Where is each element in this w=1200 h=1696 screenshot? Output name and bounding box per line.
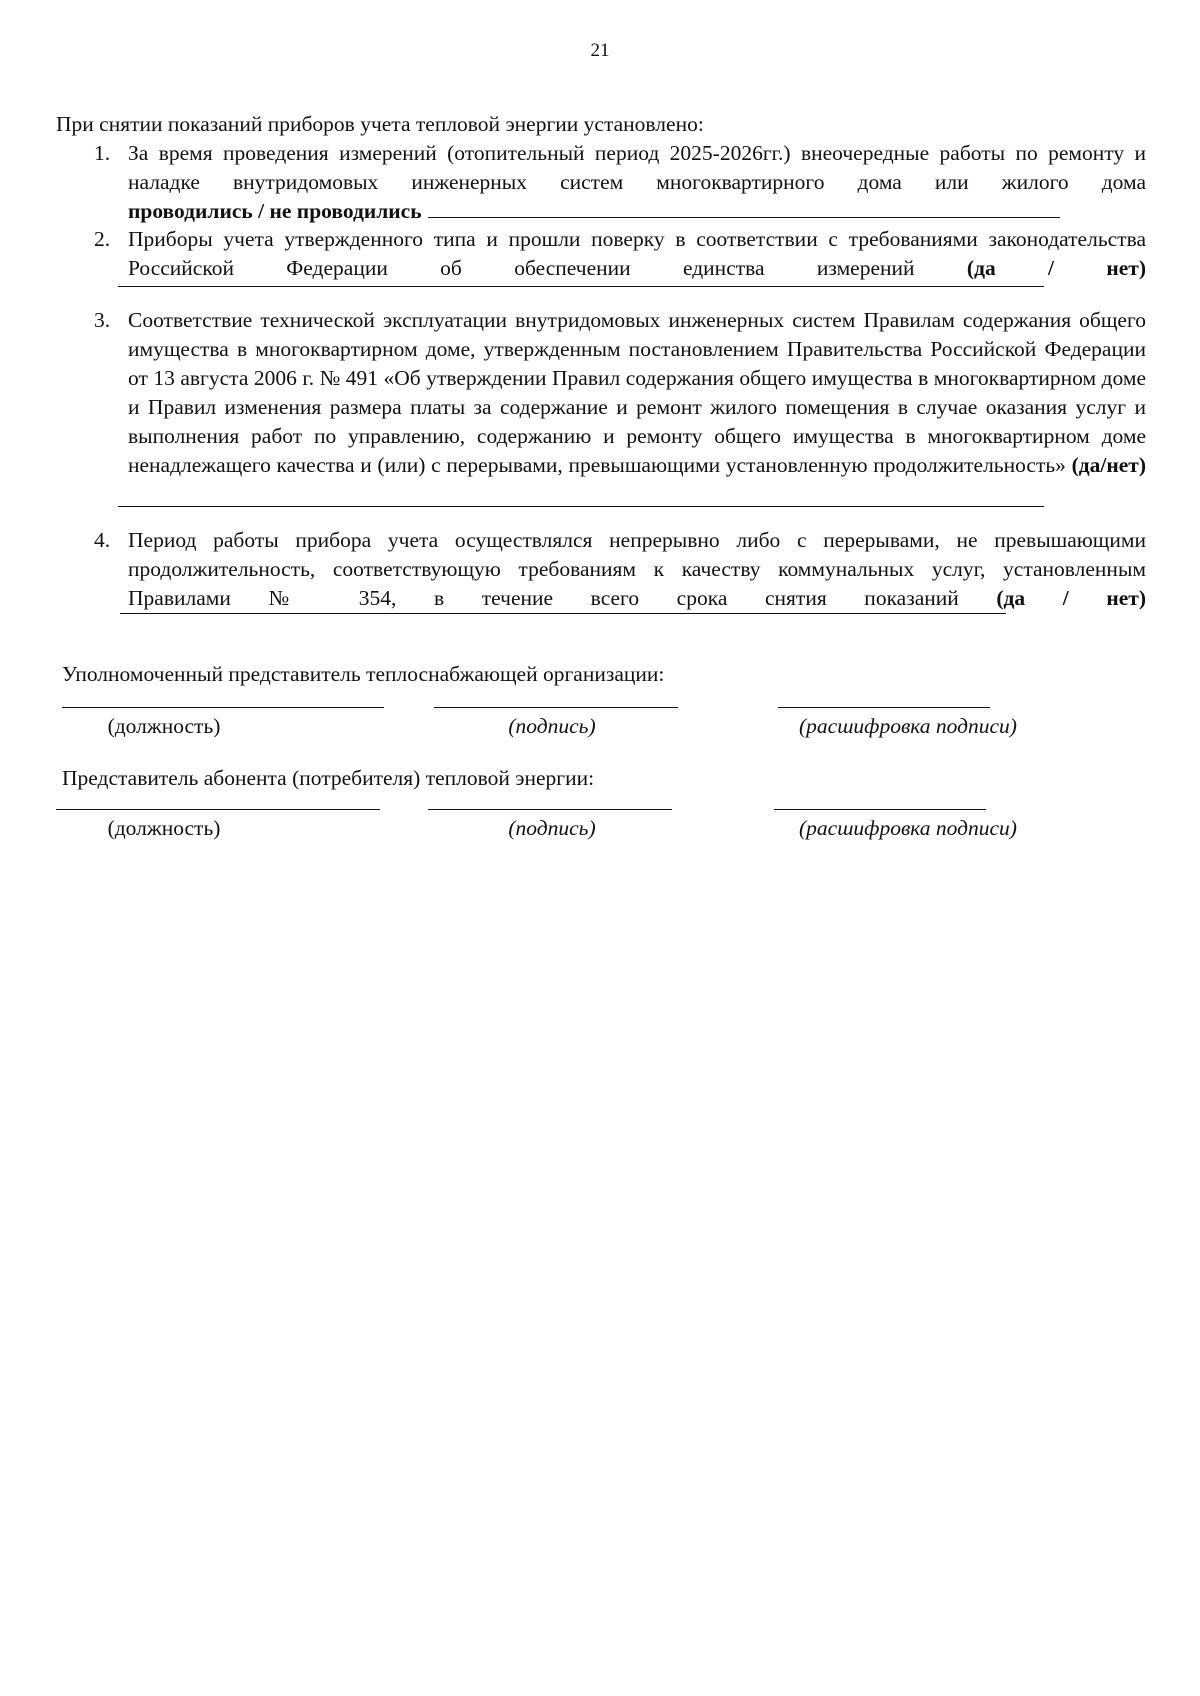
consumer-signature-line[interactable]: [428, 809, 672, 810]
item-text: Период работы прибора учета осуществлялся непрерывно либо с перерывами, не превышающими продолжительность, соответствующую требованиям к качеству коммунальных услуг, установленным Правилами № 354, в течение всего срока снятия показаний: [128, 528, 1146, 610]
item-answer-options: (да/нет): [1071, 453, 1147, 477]
list-item-2: [94, 225, 1146, 283]
list-item-3: [94, 306, 1146, 480]
consumer-position-caption: (должность): [107, 816, 221, 840]
item-number: 2.: [94, 227, 111, 251]
consumer-representative-heading: Представитель абонента (потребителя) тепловой энергии:: [62, 766, 595, 790]
consumer-name-line[interactable]: [774, 809, 986, 810]
item-text: Соответствие технической эксплуатации внутридомовых инженерных систем Правилам содержания общего имущества в многоквартирном доме, утвержденным постановлением Правительства Российской Федерации от 13 августа 2006 г. № 491 «Об утверждении Правил содержания общего имущества в многоквартирном доме и Правил изменения размера платы за содержание и ремонт жилого помещения в случае оказания услуг и выполнения работ по управлению, содержанию и ремонту общего имущества в многоквартирном доме ненадлежащего качества и (или) с перерывами, превышающими установленную продолжительность»: [128, 308, 1146, 477]
consumer-name-caption: (расшифровка подписи): [799, 816, 1017, 840]
answer-line-4[interactable]: [120, 613, 1006, 614]
supplier-signature-line[interactable]: [434, 707, 678, 708]
item-number: 3.: [94, 308, 111, 332]
answer-fill-line[interactable]: [428, 197, 1060, 218]
item-number: 4.: [94, 528, 111, 552]
item-answer-options: проводились / не проводились: [128, 199, 422, 223]
consumer-signature-caption: (подпись): [508, 816, 596, 840]
answer-line-2[interactable]: [118, 286, 1044, 287]
item-number: 1.: [94, 141, 111, 165]
supplier-name-caption: (расшифровка подписи): [799, 714, 1017, 738]
item-text: За время проведения измерений (отопительный период 2025-2026гг.) внеочередные работы по ремонту и наладке внутридомовых инженерных систем многоквартирного дома или жилого дома: [128, 141, 1146, 194]
supplier-position-line[interactable]: [62, 707, 384, 708]
supplier-signature-caption: (подпись): [508, 714, 596, 738]
consumer-position-line[interactable]: [56, 809, 380, 810]
list-item-1: [94, 139, 1146, 226]
supplier-name-line[interactable]: [778, 707, 990, 708]
item-answer-options: (да / нет): [996, 586, 1146, 610]
answer-line-3[interactable]: [118, 506, 1044, 507]
supplier-representative-heading: Уполномоченный представитель теплоснабжающей организации:: [62, 662, 665, 686]
page-number: 21: [590, 40, 610, 61]
item-text: Приборы учета утвержденного типа и прошли поверку в соответствии с требованиями законодательства Российской Федерации об обеспечении единства измерений: [128, 227, 1146, 280]
supplier-position-caption: (должность): [107, 714, 221, 738]
list-item-4: [94, 526, 1146, 613]
intro-text: При снятии показаний приборов учета тепловой энергии установлено:: [56, 112, 704, 136]
item-answer-options: (да / нет): [966, 256, 1147, 280]
